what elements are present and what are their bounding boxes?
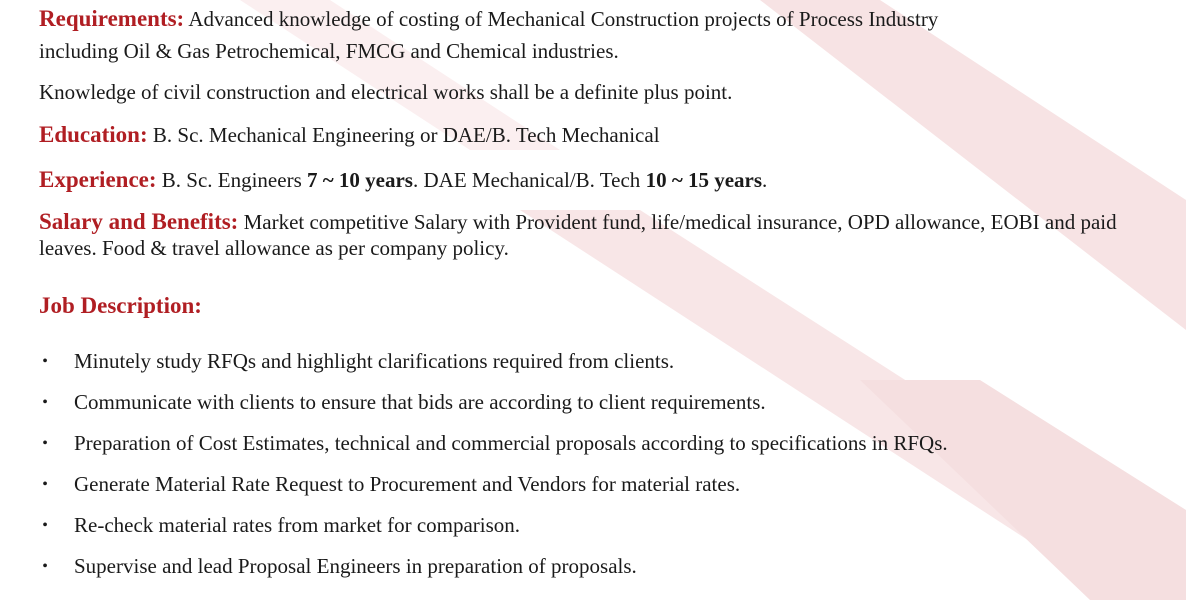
list-item: [39, 346, 1149, 387]
requirements-paragraph: [39, 3, 1149, 67]
education-text: B. Sc. Mechanical Engineering or DAE/B. Tech Mechanical: [147, 123, 660, 147]
job-description-list: [39, 346, 1149, 592]
bullet-icon: •: [42, 558, 48, 575]
requirements-text-line2: including Oil & Gas Petrochemical, FMCG and Chemical industries.: [39, 39, 619, 63]
list-item: [39, 510, 1149, 551]
list-item: [39, 469, 1149, 510]
salary-paragraph: [39, 209, 1149, 261]
list-item: [39, 387, 1149, 428]
list-item-text: Communicate with clients to ensure that bids are according to client requirements.: [74, 390, 766, 414]
list-item-text: Minutely study RFQs and highlight clarifications required from clients.: [74, 349, 675, 373]
list-item: [39, 428, 1149, 469]
experience-label: Experience:: [39, 167, 157, 192]
bullet-icon: •: [42, 435, 48, 452]
education-label: Education:: [39, 122, 148, 147]
salary-text: Market competitive Salary with Provident fund, life/medical insurance, OPD allowance, EOBI and paid leaves. Food & travel allowance as per company policy.: [39, 210, 1117, 260]
requirements-text-line1: Advanced knowledge of costing of Mechanical Construction projects of Process Industry: [184, 7, 939, 31]
civil-note: Knowledge of civil construction and electrical works shall be a definite plus point.: [39, 80, 733, 104]
experience-text-b: . DAE Mechanical/B. Tech: [412, 168, 646, 192]
experience-text-a: B. Sc. Engineers: [156, 168, 307, 192]
experience-years-a: 7 ~ 10 years: [307, 168, 413, 192]
experience-paragraph: [39, 164, 1149, 196]
requirements-label: Requirements:: [39, 6, 185, 31]
bullet-icon: •: [42, 394, 48, 411]
experience-years-b: 10 ~ 15 years: [645, 168, 763, 192]
job-description-paragraph: [39, 290, 1149, 322]
list-item-text: Supervise and lead Proposal Engineers in preparation of proposals.: [74, 554, 637, 578]
education-paragraph: [39, 119, 1149, 151]
list-item-text: Generate Material Rate Request to Procurement and Vendors for material rates.: [74, 472, 741, 496]
job-description-heading: Job Description:: [39, 293, 202, 318]
salary-label: Salary and Benefits:: [39, 209, 239, 234]
list-item-text: Preparation of Cost Estimates, technical and commercial proposals according to specifications in RFQs.: [74, 431, 948, 455]
list-item: [39, 551, 1149, 592]
bullet-icon: •: [42, 476, 48, 493]
experience-text-c: .: [762, 168, 768, 192]
bullet-icon: •: [42, 517, 48, 534]
list-item-text: Re-check material rates from market for comparison.: [74, 513, 521, 537]
bullet-icon: •: [42, 353, 48, 370]
